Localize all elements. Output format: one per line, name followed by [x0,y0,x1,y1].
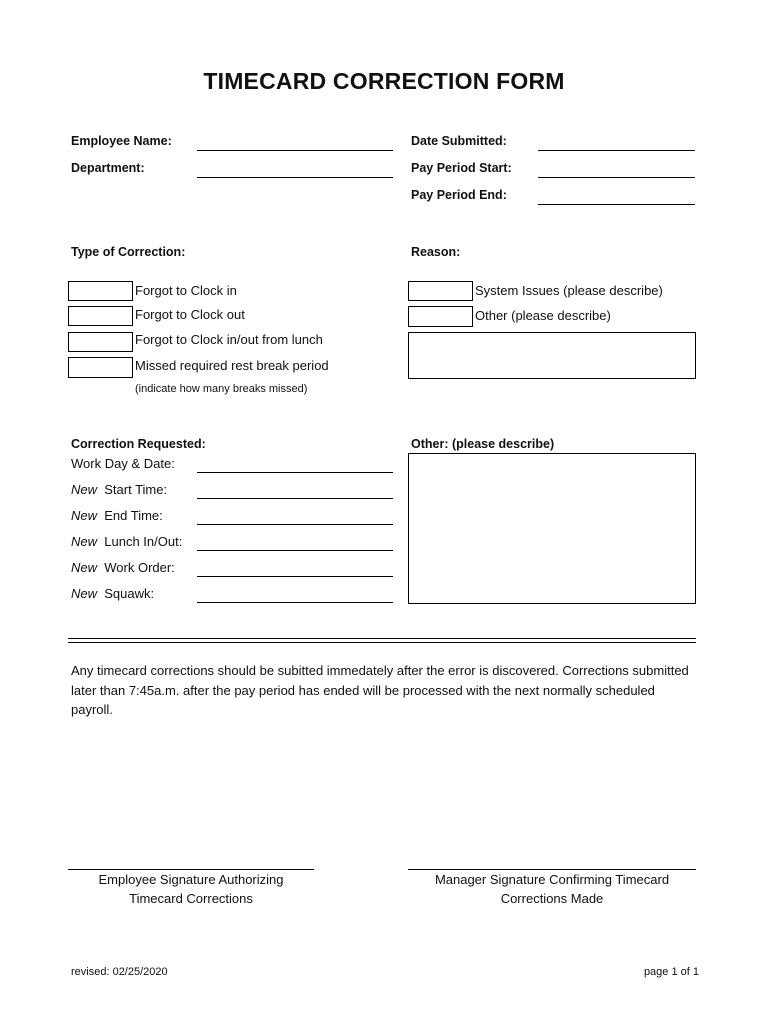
forgot-clock-out-label: Forgot to Clock out [135,307,245,322]
pay-period-start-label: Pay Period Start: [411,161,512,175]
employee-signature-caption [68,871,314,908]
department-label: Department: [71,161,145,175]
manager-signature-line[interactable] [408,869,696,870]
pay-period-end-field[interactable] [538,204,695,205]
new-end-time-label [71,508,163,523]
forgot-lunch-clock-checkbox[interactable] [68,332,133,352]
other-reason-label: Other (please describe) [475,308,611,323]
correction-requested-heading: Correction Requested: [71,437,206,451]
lunch-text: Lunch In/Out: [104,534,183,549]
reason-heading: Reason: [411,245,461,259]
revised-date: revised: 02/25/2020 [71,966,168,978]
manager-signature-caption [408,871,696,908]
new-word: New [71,534,98,549]
other-description-box[interactable] [408,453,696,604]
employee-name-field[interactable] [197,150,393,151]
page-number: page 1 of 1 [643,966,699,978]
system-issues-checkbox[interactable] [408,281,473,301]
new-start-time-field[interactable] [197,498,393,499]
section-divider-top [68,638,696,639]
employee-signature-caption-line2: Timecard Corrections [129,890,253,906]
new-word: New [71,482,98,497]
date-submitted-field[interactable] [538,150,695,151]
work-order-text: Work Order: [104,560,175,575]
type-of-correction-heading: Type of Correction: [71,245,186,259]
breaks-missed-note: (indicate how many breaks missed) [135,383,308,395]
system-issues-label: System Issues (please describe) [475,283,663,298]
new-work-order-field[interactable] [197,576,393,577]
pay-period-end-label: Pay Period End: [411,188,507,202]
section-divider-bottom [68,642,696,643]
new-word: New [71,560,98,575]
manager-signature-caption-line2: Corrections Made [500,890,604,906]
pay-period-start-field[interactable] [538,177,695,178]
end-time-text: End Time: [104,508,163,523]
other-describe-heading: Other: (please describe) [411,437,555,451]
form-title: TIMECARD CORRECTION FORM [203,68,565,94]
work-day-date-label: Work Day & Date: [71,456,175,471]
reason-description-box[interactable] [408,332,696,379]
new-end-time-field[interactable] [197,524,393,525]
employee-name-label: Employee Name: [71,134,172,148]
forgot-lunch-clock-label: Forgot to Clock in/out from lunch [135,332,323,347]
forgot-clock-in-label: Forgot to Clock in [135,283,237,298]
new-start-time-label [71,482,167,497]
new-lunch-label [71,534,182,549]
new-word: New [71,508,98,523]
correction-notice: Any timecard corrections should be subitted immedately after the error is discovered. Corrections submitted later than 7:45a.m. after the pay period has ended will be processed with the next normally scheduled payroll. [71,663,689,717]
forgot-clock-out-checkbox[interactable] [68,306,133,326]
employee-signature-line[interactable] [68,869,314,870]
new-word: New [71,586,98,601]
other-reason-checkbox[interactable] [408,306,473,327]
manager-signature-caption-line1: Manager Signature Confirming Timecard [434,872,670,887]
new-work-order-label [71,560,175,575]
missed-rest-break-label: Missed required rest break period [135,358,329,373]
squawk-text: Squawk: [104,586,155,601]
work-day-date-field[interactable] [197,472,393,473]
missed-rest-break-checkbox[interactable] [68,357,133,378]
date-submitted-label: Date Submitted: [411,134,507,148]
forgot-clock-in-checkbox[interactable] [68,281,133,301]
department-field[interactable] [197,177,393,178]
new-lunch-field[interactable] [197,550,393,551]
employee-signature-caption-line1: Employee Signature Authorizing [98,872,284,887]
start-time-text: Start Time: [104,482,168,497]
new-squawk-field[interactable] [197,602,393,603]
new-squawk-label [71,586,154,601]
